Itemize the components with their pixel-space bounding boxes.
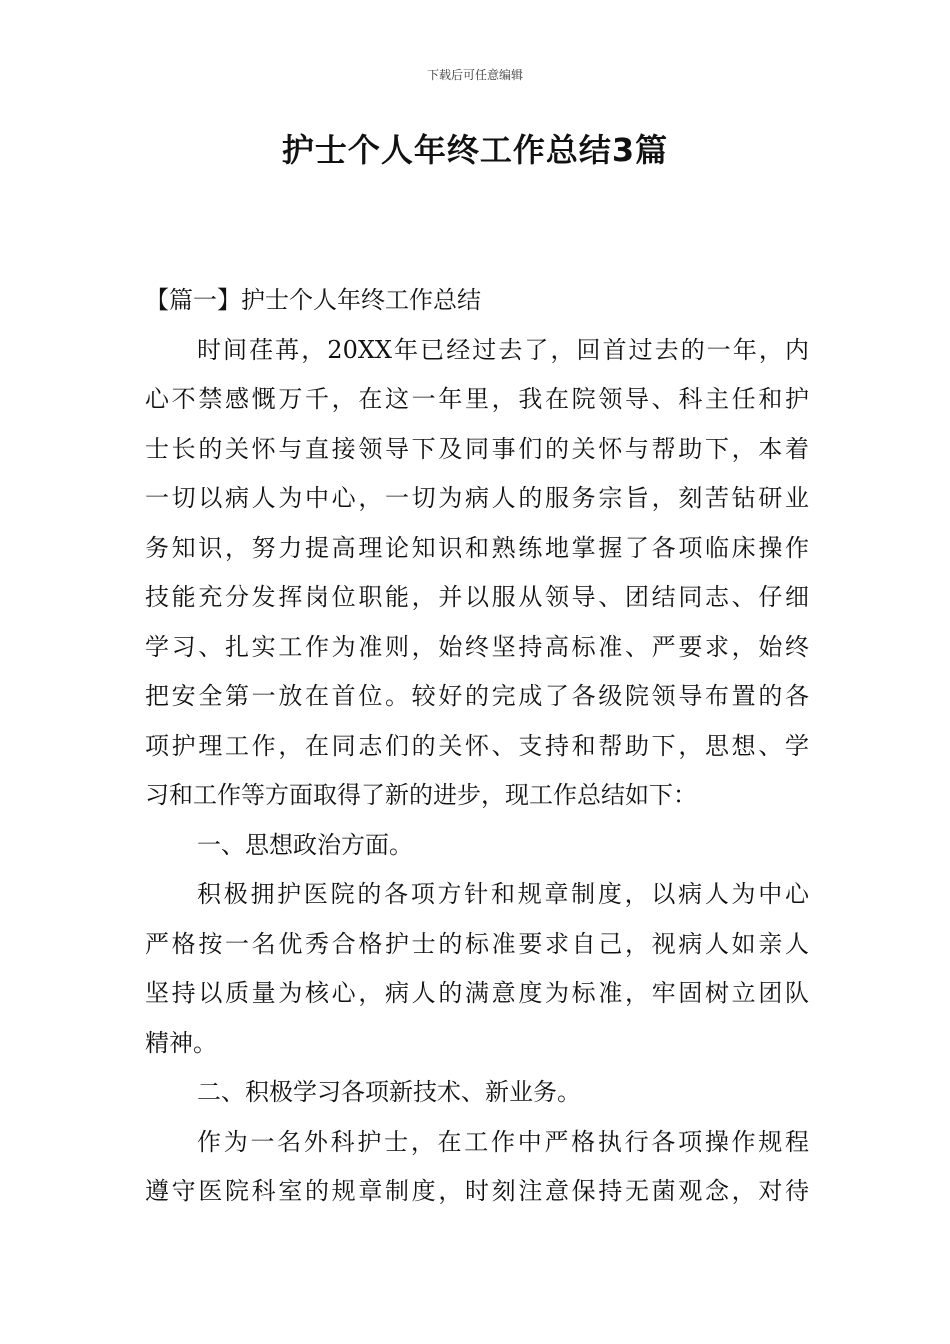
paragraph-line: 把安全第一放在首位。较好的完成了各级院领导布置的各 [145,682,809,710]
subsection-heading: 二、积极学习各项新技术、新业务。 [197,1078,581,1106]
paragraph-line: 习和工作等方面取得了新的进步，现工作总结如下： [145,781,697,809]
paragraph-line: 务知识，努力提高理论知识和熟练地掌握了各项临床操作 [145,533,809,562]
document-title: 护士个人年终工作总结3篇 [281,131,669,169]
paragraph-line: 精神。 [145,1028,217,1057]
document-body [145,276,809,1217]
paragraph-line: 时间荏苒，20XX年已经过去了，回首过去的一年，内 [197,335,809,364]
paragraph-line: 一切以病人为中心，一切为病人的服务宗旨，刻苦钻研业 [145,484,809,512]
section-heading: 【篇一】护士个人年终工作总结 [145,286,481,314]
paragraph-line: 学习、扎实工作为准则，始终坚持高标准、严要求，始终 [145,632,809,661]
paragraph-line: 技能充分发挥岗位职能，并以服从领导、团结同志、仔细 [145,583,809,611]
paragraph-line: 项护理工作，在同志们的关怀、支持和帮助下，思想、学 [145,731,809,760]
subsection-heading: 一、思想政治方面。 [197,830,413,859]
paragraph-line: 积极拥护医院的各项方针和规章制度，以病人为中心 [197,880,809,908]
paragraph-line: 心不禁感慨万千，在这一年里，我在院领导、科主任和护 [145,385,809,413]
paragraph-line: 遵守医院科室的规章制度，时刻注意保持无菌观念，对待 [145,1177,809,1205]
paragraph-line: 作为一名外科护士，在工作中严格执行各项操作规程 [197,1127,809,1156]
paragraph-line: 士长的关怀与直接领导下及同事们的关怀与帮助下，本着 [145,434,809,463]
paragraph-line: 严格按一名优秀合格护士的标准要求自己，视病人如亲人 [145,929,809,958]
header-note: 下载后可任意编辑 [426,68,523,82]
paragraph-line: 坚持以质量为核心，病人的满意度为标准，牢固树立团队 [145,979,809,1007]
